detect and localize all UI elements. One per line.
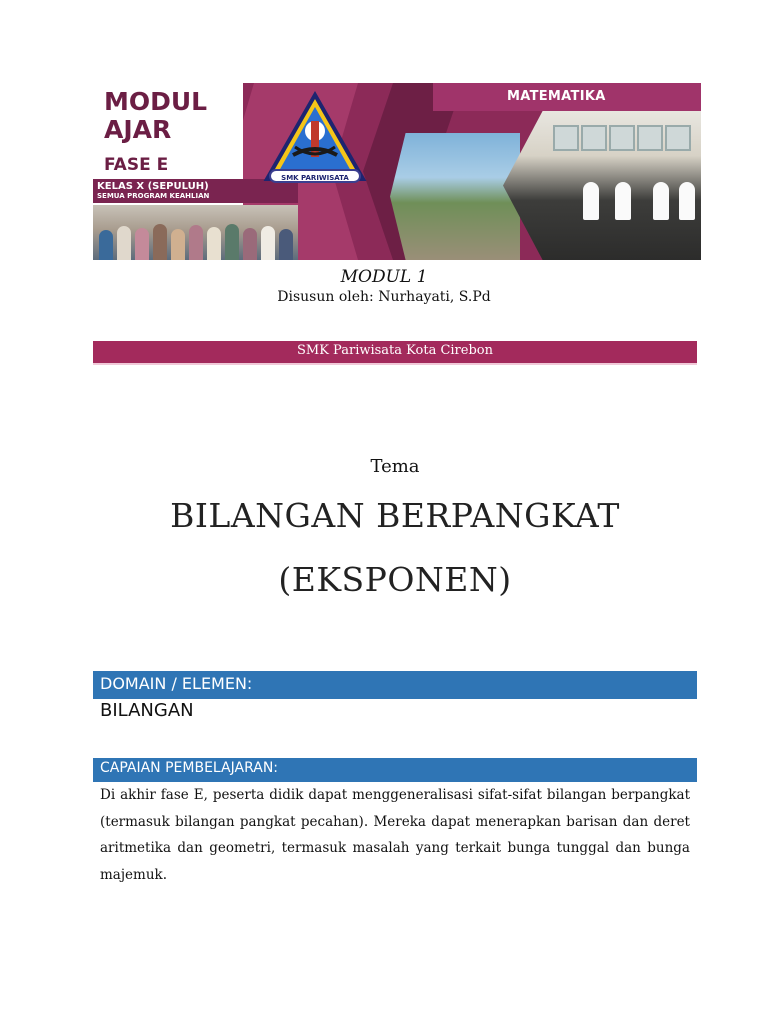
fase-label: FASE E <box>104 155 169 175</box>
domain-heading: DOMAIN / ELEMEN: <box>93 671 697 699</box>
theme-title-line-1: BILANGAN BERPANGKAT <box>170 496 620 535</box>
modul-number: MODUL 1 <box>340 267 428 287</box>
kelas-label: KELAS X (SEPULUH) <box>97 181 209 192</box>
capaian-heading: CAPAIAN PEMBELAJARAN: <box>93 758 697 782</box>
theme-title-line-2: (EKSPONEN) <box>278 560 512 599</box>
kitchen-practice-photo <box>503 111 701 260</box>
modul-ajar-title: MODUL AJAR <box>104 87 208 144</box>
domain-value: BILANGAN <box>100 700 194 721</box>
capaian-text: Di akhir fase E, peserta didik dapat menggeneralisasi sifat-sifat bilangan berpangkat (termasuk bilangan pangkat pecahan). Mereka dapat menerapkan barisan dan deret aritmetika dan geometri, termasuk masalah yang terkait bunga tunggal dan bunga majemuk. <box>100 787 690 883</box>
logo-caption: SMK PARIWISATA <box>269 169 361 183</box>
theme-title <box>0 484 768 612</box>
students-field-photo <box>390 133 520 260</box>
author-line: Disusun oleh: Nurhayati, S.Pd <box>277 289 491 305</box>
teachers-group-photo <box>93 205 298 260</box>
cover-banner <box>93 83 701 260</box>
subject-label: MATEMATIKA <box>507 89 606 104</box>
program-label: SEMUA PROGRAM KEAHLIAN <box>97 192 210 200</box>
school-name-bar: SMK Pariwisata Kota Cirebon <box>93 341 697 365</box>
theme-label: Tema <box>370 456 420 477</box>
